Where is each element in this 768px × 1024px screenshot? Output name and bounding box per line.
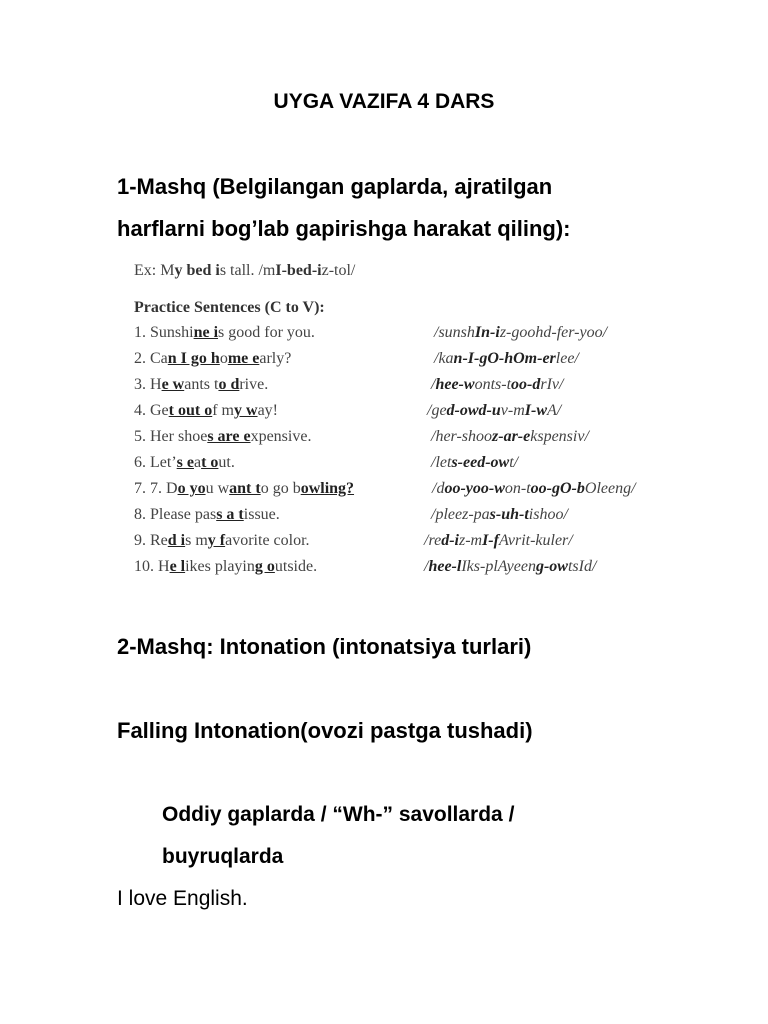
sentence-text: 6. Let’s eat out. bbox=[134, 454, 235, 471]
sentence-text: 3. He wants to drive. bbox=[134, 376, 269, 393]
exercise1-heading-line2: harflarni bog’lab gapirishga harakat qiling): bbox=[117, 216, 571, 241]
practice-sentence-row bbox=[134, 502, 734, 528]
page-title: UYGA VAZIFA 4 DARS bbox=[273, 90, 495, 113]
practice-sentence-row bbox=[134, 424, 734, 450]
sentence-text: 8. Please pass a tissue. bbox=[134, 506, 280, 523]
exercise1-image-block bbox=[134, 258, 734, 580]
phonetic-text: /her-shooz-ar-ekspensiv/ bbox=[431, 428, 589, 445]
phonetic-text: /pleez-pas-uh-tishoo/ bbox=[431, 506, 568, 523]
practice-heading: Practice Sentences (C to V): bbox=[134, 299, 325, 316]
phonetic-text: /ged-owd-uv-mI-wA/ bbox=[427, 402, 562, 419]
practice-sentence-row bbox=[134, 398, 734, 424]
phonetic-text: /hee-lIks-plAyeeng-owtsId/ bbox=[424, 558, 597, 575]
sentence-text: 4. Get out of my way! bbox=[134, 402, 278, 419]
falling-intonation-heading: Falling Intonation(ovozi pastga tushadi) bbox=[117, 718, 533, 743]
phonetic-text: /hee-wonts-too-drIv/ bbox=[431, 376, 564, 393]
phonetic-text: /red-iz-mI-fAvrit-kuler/ bbox=[424, 532, 573, 549]
practice-sentence-row bbox=[134, 528, 734, 554]
sentence-text: 7. 7. Do you want to go bowling? bbox=[134, 480, 355, 497]
practice-sentence-row bbox=[134, 554, 734, 580]
sentence-text: 9. Red is my favorite color. bbox=[134, 532, 310, 549]
usage-line1: Oddiy gaplarda / “Wh-” savollarda / bbox=[162, 803, 515, 826]
practice-sentence-row bbox=[134, 450, 734, 476]
sentence-text: 10. He likes playing outside. bbox=[134, 558, 318, 575]
practice-sentence-row bbox=[134, 320, 734, 346]
usage-line2: buyruqlarda bbox=[162, 845, 284, 868]
sentence-text: 1. Sunshine is good for you. bbox=[134, 324, 315, 341]
practice-sentence-row bbox=[134, 372, 734, 398]
practice-sentence-row bbox=[134, 346, 734, 372]
phonetic-text: /kan-I-gO-hOm-erlee/ bbox=[434, 350, 579, 367]
practice-sentence-row bbox=[134, 476, 734, 502]
exercise1-heading-line1: 1-Mashq (Belgilangan gaplarda, ajratilgan bbox=[117, 174, 553, 199]
phonetic-text: /doo-yoo-won-too-gO-bOleeng/ bbox=[432, 480, 636, 497]
example-sentence: I love English. bbox=[117, 887, 248, 910]
sentence-text: 5. Her shoes are expensive. bbox=[134, 428, 312, 445]
sentence-text: 2. Can I go home early? bbox=[134, 350, 292, 367]
exercise2-heading: 2-Mashq: Intonation (intonatsiya turlari) bbox=[117, 634, 532, 659]
phonetic-text: /sunshIn-iz-goohd-fer-yoo/ bbox=[434, 324, 608, 341]
phonetic-text: /lets-eed-owt/ bbox=[431, 454, 519, 471]
example-line: Ex: My bed is tall. /mI-bed-iz-tol/ bbox=[134, 262, 356, 279]
practice-sentences-list bbox=[134, 320, 734, 580]
